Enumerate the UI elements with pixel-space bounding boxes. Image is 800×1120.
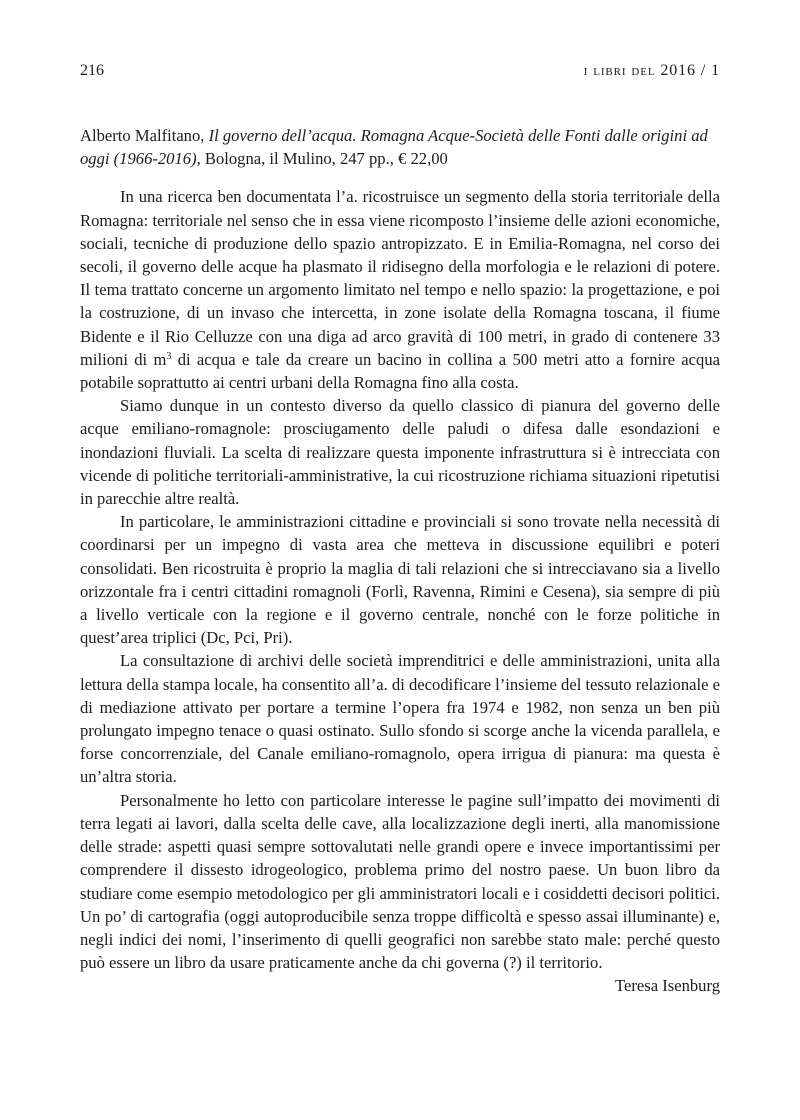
book-publication-details: , Bologna, il Mulino, 247 pp., € 22,00: [196, 149, 448, 169]
page-number: 216: [80, 62, 104, 79]
review-paragraph-4: La consultazione di archivi delle società imprenditrici e delle amministrazioni, unita alla lettura della stampa locale, ha consentito all’a. di decodificare l’insieme del tessuto relazionale e di mediazione attivato per portare a termine l’opera fra 1974 e 1982, non senza un ben più prolungato impegno tenace o quasi ostinato. Sullo sfondo si scorge anche la vicenda parallela, e forse concorrenziale, del Canale emiliano-romagnolo, opera irrigua di pianura: ma questa è un’altra storia.: [80, 651, 720, 787]
review-paragraph-2: Siamo dunque in un contesto diverso da quello classico di pianura del governo delle acque emiliano-romagnole: prosciugamento delle paludi o difesa dalle esondazioni e inondazioni fluviali. La scelta di realizzare questa imponente infrastruttura si è intrecciata con vicende di politiche territoriali-amministrative, la cui ricostruzione richiama situazioni ripetutisi in parecchie altre realtà.: [80, 396, 720, 509]
reviewer-signature: Teresa Isenburg: [615, 976, 720, 996]
book-title: Il governo dell’acqua. Romagna Acque-Società delle Fonti dalle origini ad oggi (1966-2016): [80, 126, 708, 169]
page: [80, 62, 720, 998]
review-paragraph-3: In particolare, le amministrazioni cittadine e provinciali si sono trovate nella necessità di coordinarsi per un impegno di vasta area che metteva in discussione equilibri e poteri consolidati. Ben ricostruita è proprio la maglia di tali relazioni che si intrecciavano sia a livello orizzontale fra i centri cittadini romagnoli (Forlì, Ravenna, Rimini e Cesena), sia sempre di più a livello verticale con la regione e il governo centrale, nonché con le forze politiche in quest’area triplici (Dc, Pci, Pri).: [80, 512, 720, 648]
running-head: [80, 62, 720, 86]
running-title: i libri del 2016 / 1: [583, 62, 720, 79]
review-body: [80, 185, 720, 974]
book-author: Alberto Malfitano,: [80, 126, 205, 145]
review-paragraph-5: Personalmente ho letto con particolare interesse le pagine sull’impatto dei movimenti di terra legati ai lavori, dalla scelta delle cave, alla localizzazione degli inerti, alla manomissione delle strade: aspetti quasi sempre sottovalutati nelle grandi opere e invece importantissimi per comprendere il dissesto idrogeologico, problema primo del nostro paese. Un buon libro da studiare come esempio metodologico per gli amministratori locali e i cosiddetti decisori politici. Un po’ di cartografia (oggi autoproducibile senza troppe difficoltà e spesso assai illuminante) e, negli indici dei nomi, l’inserimento di quelli geografici non sarebbe stato male: perché questo può essere un libro da usare praticamente anche da chi governa (?) il territorio.: [80, 790, 720, 973]
review-paragraph-1-text-b: di acqua e tale da creare un bacino in collina a 500 metri atto a fornire acqua potabile soprattutto ai centri urbani della Romagna fino alla costa.: [80, 349, 720, 393]
review-paragraph-1-text-a: In una ricerca ben documentata l’a. ricostruisce un segmento della storia territoriale della Romagna: territoriale nel senso che in essa viene ricomposto l’insieme delle azioni economiche, sociali, tecniche di produzione dello spazio antropizzato. E in Emilia-Romagna, nel corso dei secoli, il governo delle acque ha plasmato il ridisegno della morfologia e le relazioni di potere. Il tema trattato concerne un argomento limitato nel tempo e nello spazio: la progettazione, e poi la costruzione, di un invaso che intercetta, in zone isolate della Romagna toscana, il fiume Bidente e il Rio Celluzze con una diga ad arco gravità di 100 metri, in grado di contenere 33 milioni di m: [80, 187, 720, 369]
review-paragraph-1: [80, 185, 720, 394]
book-citation: [80, 124, 720, 170]
superscript-cubic: 3: [166, 350, 172, 362]
